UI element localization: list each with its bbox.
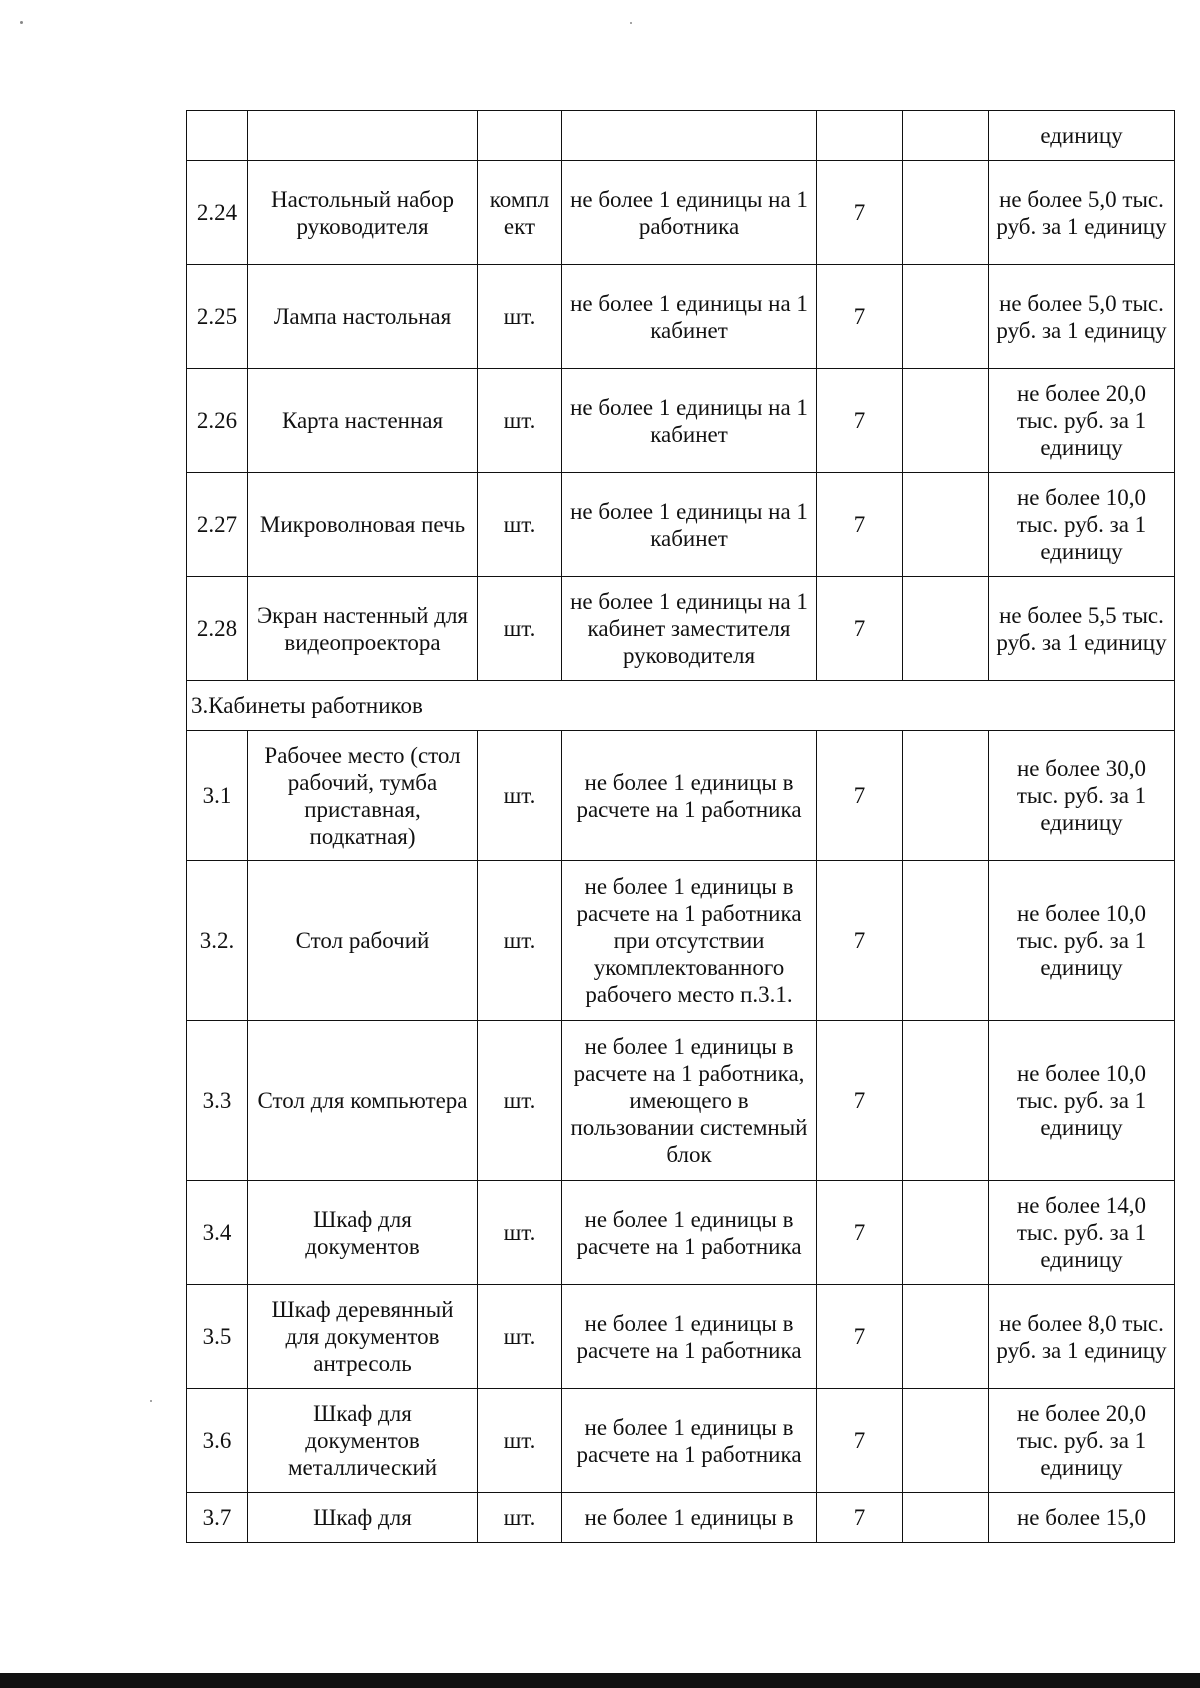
table-row [187, 731, 1175, 861]
item-quantity-norm: не более 1 единицы в расчете на 1 работника при отсутствии укомплектованного рабочего место п.3.1. [562, 861, 817, 1021]
item-quantity-norm: не более 1 единицы в расчете на 1 работника [562, 1181, 817, 1285]
item-number: 2.27 [187, 473, 248, 577]
table-row [187, 161, 1175, 265]
item-quantity-norm: не более 1 единицы в расчете на 1 работника, имеющего в пользовании системный блок [562, 1021, 817, 1181]
scan-speck [150, 1400, 152, 1402]
item-unit: шт. [478, 1285, 562, 1389]
item-name: Стол рабочий [248, 861, 478, 1021]
item-price-limit: не более 20,0 тыс. руб. за 1 единицу [989, 1389, 1175, 1493]
section-heading: 3.Кабинеты работников [187, 681, 1175, 731]
item-name: Экран настенный для видеопроектора [248, 577, 478, 681]
item-quantity-norm: не более 1 единицы на 1 кабинет [562, 369, 817, 473]
item-unit: шт. [478, 369, 562, 473]
table-row [187, 1285, 1175, 1389]
item-name: Шкаф для [248, 1493, 478, 1543]
item-unit: шт. [478, 473, 562, 577]
item-number: 3.5 [187, 1285, 248, 1389]
item-unit [478, 111, 562, 161]
item-service-years: 7 [817, 861, 903, 1021]
item-empty-cell [903, 731, 989, 861]
item-quantity-norm: не более 1 единицы в расчете на 1 работника [562, 1285, 817, 1389]
item-service-years: 7 [817, 1021, 903, 1181]
item-quantity-norm: не более 1 единицы на 1 кабинет [562, 265, 817, 369]
item-empty-cell [903, 1181, 989, 1285]
item-name: Рабочее место (стол рабочий, тумба приставная, подкатная) [248, 731, 478, 861]
item-name: Шкаф для документов металлический [248, 1389, 478, 1493]
item-number: 3.4 [187, 1181, 248, 1285]
item-empty-cell [903, 1493, 989, 1543]
item-service-years: 7 [817, 1181, 903, 1285]
item-number: 3.7 [187, 1493, 248, 1543]
item-unit: шт. [478, 577, 562, 681]
item-name: Настольный набор руководителя [248, 161, 478, 265]
table-row [187, 473, 1175, 577]
item-name [248, 111, 478, 161]
item-empty-cell [903, 161, 989, 265]
item-number: 3.6 [187, 1389, 248, 1493]
item-quantity-norm: не более 1 единицы в [562, 1493, 817, 1543]
item-price-limit: не более 15,0 [989, 1493, 1175, 1543]
item-empty-cell [903, 473, 989, 577]
item-empty-cell [903, 265, 989, 369]
item-service-years: 7 [817, 1285, 903, 1389]
scan-bottom-edge [0, 1673, 1200, 1688]
table-row [187, 1389, 1175, 1493]
table-row [187, 1021, 1175, 1181]
item-unit: шт. [478, 1181, 562, 1285]
item-name: Микроволновая печь [248, 473, 478, 577]
section-row [187, 681, 1175, 731]
item-name: Стол для компьютера [248, 1021, 478, 1181]
item-price-limit: не более 10,0 тыс. руб. за 1 единицу [989, 473, 1175, 577]
item-unit: шт. [478, 1493, 562, 1543]
item-unit: компл ект [478, 161, 562, 265]
item-service-years: 7 [817, 1389, 903, 1493]
item-quantity-norm: не более 1 единицы в расчете на 1 работника [562, 1389, 817, 1493]
item-price-limit: не более 10,0 тыс. руб. за 1 единицу [989, 861, 1175, 1021]
item-number [187, 111, 248, 161]
item-price-limit: не более 30,0 тыс. руб. за 1 единицу [989, 731, 1175, 861]
table-row [187, 111, 1175, 161]
scan-speck [630, 22, 632, 24]
item-service-years: 7 [817, 161, 903, 265]
item-service-years: 7 [817, 731, 903, 861]
table-row [187, 1181, 1175, 1285]
item-service-years: 7 [817, 473, 903, 577]
item-unit: шт. [478, 731, 562, 861]
item-empty-cell [903, 577, 989, 681]
table-row [187, 577, 1175, 681]
item-service-years [817, 111, 903, 161]
item-number: 2.24 [187, 161, 248, 265]
item-number: 2.26 [187, 369, 248, 473]
item-name: Карта настенная [248, 369, 478, 473]
item-name: Шкаф для документов [248, 1181, 478, 1285]
item-price-limit: не более 5,5 тыс. руб. за 1 единицу [989, 577, 1175, 681]
item-name: Шкаф деревянный для документов антресоль [248, 1285, 478, 1389]
table-row [187, 861, 1175, 1021]
item-price-limit: не более 5,0 тыс. руб. за 1 единицу [989, 265, 1175, 369]
equipment-norms-table [186, 110, 1175, 1543]
item-service-years: 7 [817, 369, 903, 473]
item-name: Лампа настольная [248, 265, 478, 369]
item-number: 3.2. [187, 861, 248, 1021]
item-price-limit: не более 10,0 тыс. руб. за 1 единицу [989, 1021, 1175, 1181]
item-price-limit: не более 14,0 тыс. руб. за 1 единицу [989, 1181, 1175, 1285]
item-unit: шт. [478, 861, 562, 1021]
item-number: 3.1 [187, 731, 248, 861]
table-row [187, 265, 1175, 369]
item-service-years: 7 [817, 265, 903, 369]
item-number: 2.25 [187, 265, 248, 369]
item-price-limit: не более 5,0 тыс. руб. за 1 единицу [989, 161, 1175, 265]
item-quantity-norm [562, 111, 817, 161]
item-quantity-norm: не более 1 единицы на 1 кабинет заместителя руководителя [562, 577, 817, 681]
item-empty-cell [903, 369, 989, 473]
item-price-limit: не более 8,0 тыс. руб. за 1 единицу [989, 1285, 1175, 1389]
item-number: 2.28 [187, 577, 248, 681]
item-empty-cell [903, 1389, 989, 1493]
item-empty-cell [903, 1021, 989, 1181]
item-quantity-norm: не более 1 единицы на 1 работника [562, 161, 817, 265]
item-unit: шт. [478, 1021, 562, 1181]
table-row [187, 369, 1175, 473]
item-empty-cell [903, 861, 989, 1021]
scan-speck [20, 21, 23, 24]
item-number: 3.3 [187, 1021, 248, 1181]
item-service-years: 7 [817, 577, 903, 681]
item-unit: шт. [478, 265, 562, 369]
table-row [187, 1493, 1175, 1543]
item-price-limit: единицу [989, 111, 1175, 161]
item-empty-cell [903, 1285, 989, 1389]
item-service-years: 7 [817, 1493, 903, 1543]
item-empty-cell [903, 111, 989, 161]
item-quantity-norm: не более 1 единицы в расчете на 1 работника [562, 731, 817, 861]
item-quantity-norm: не более 1 единицы на 1 кабинет [562, 473, 817, 577]
item-unit: шт. [478, 1389, 562, 1493]
item-price-limit: не более 20,0 тыс. руб. за 1 единицу [989, 369, 1175, 473]
